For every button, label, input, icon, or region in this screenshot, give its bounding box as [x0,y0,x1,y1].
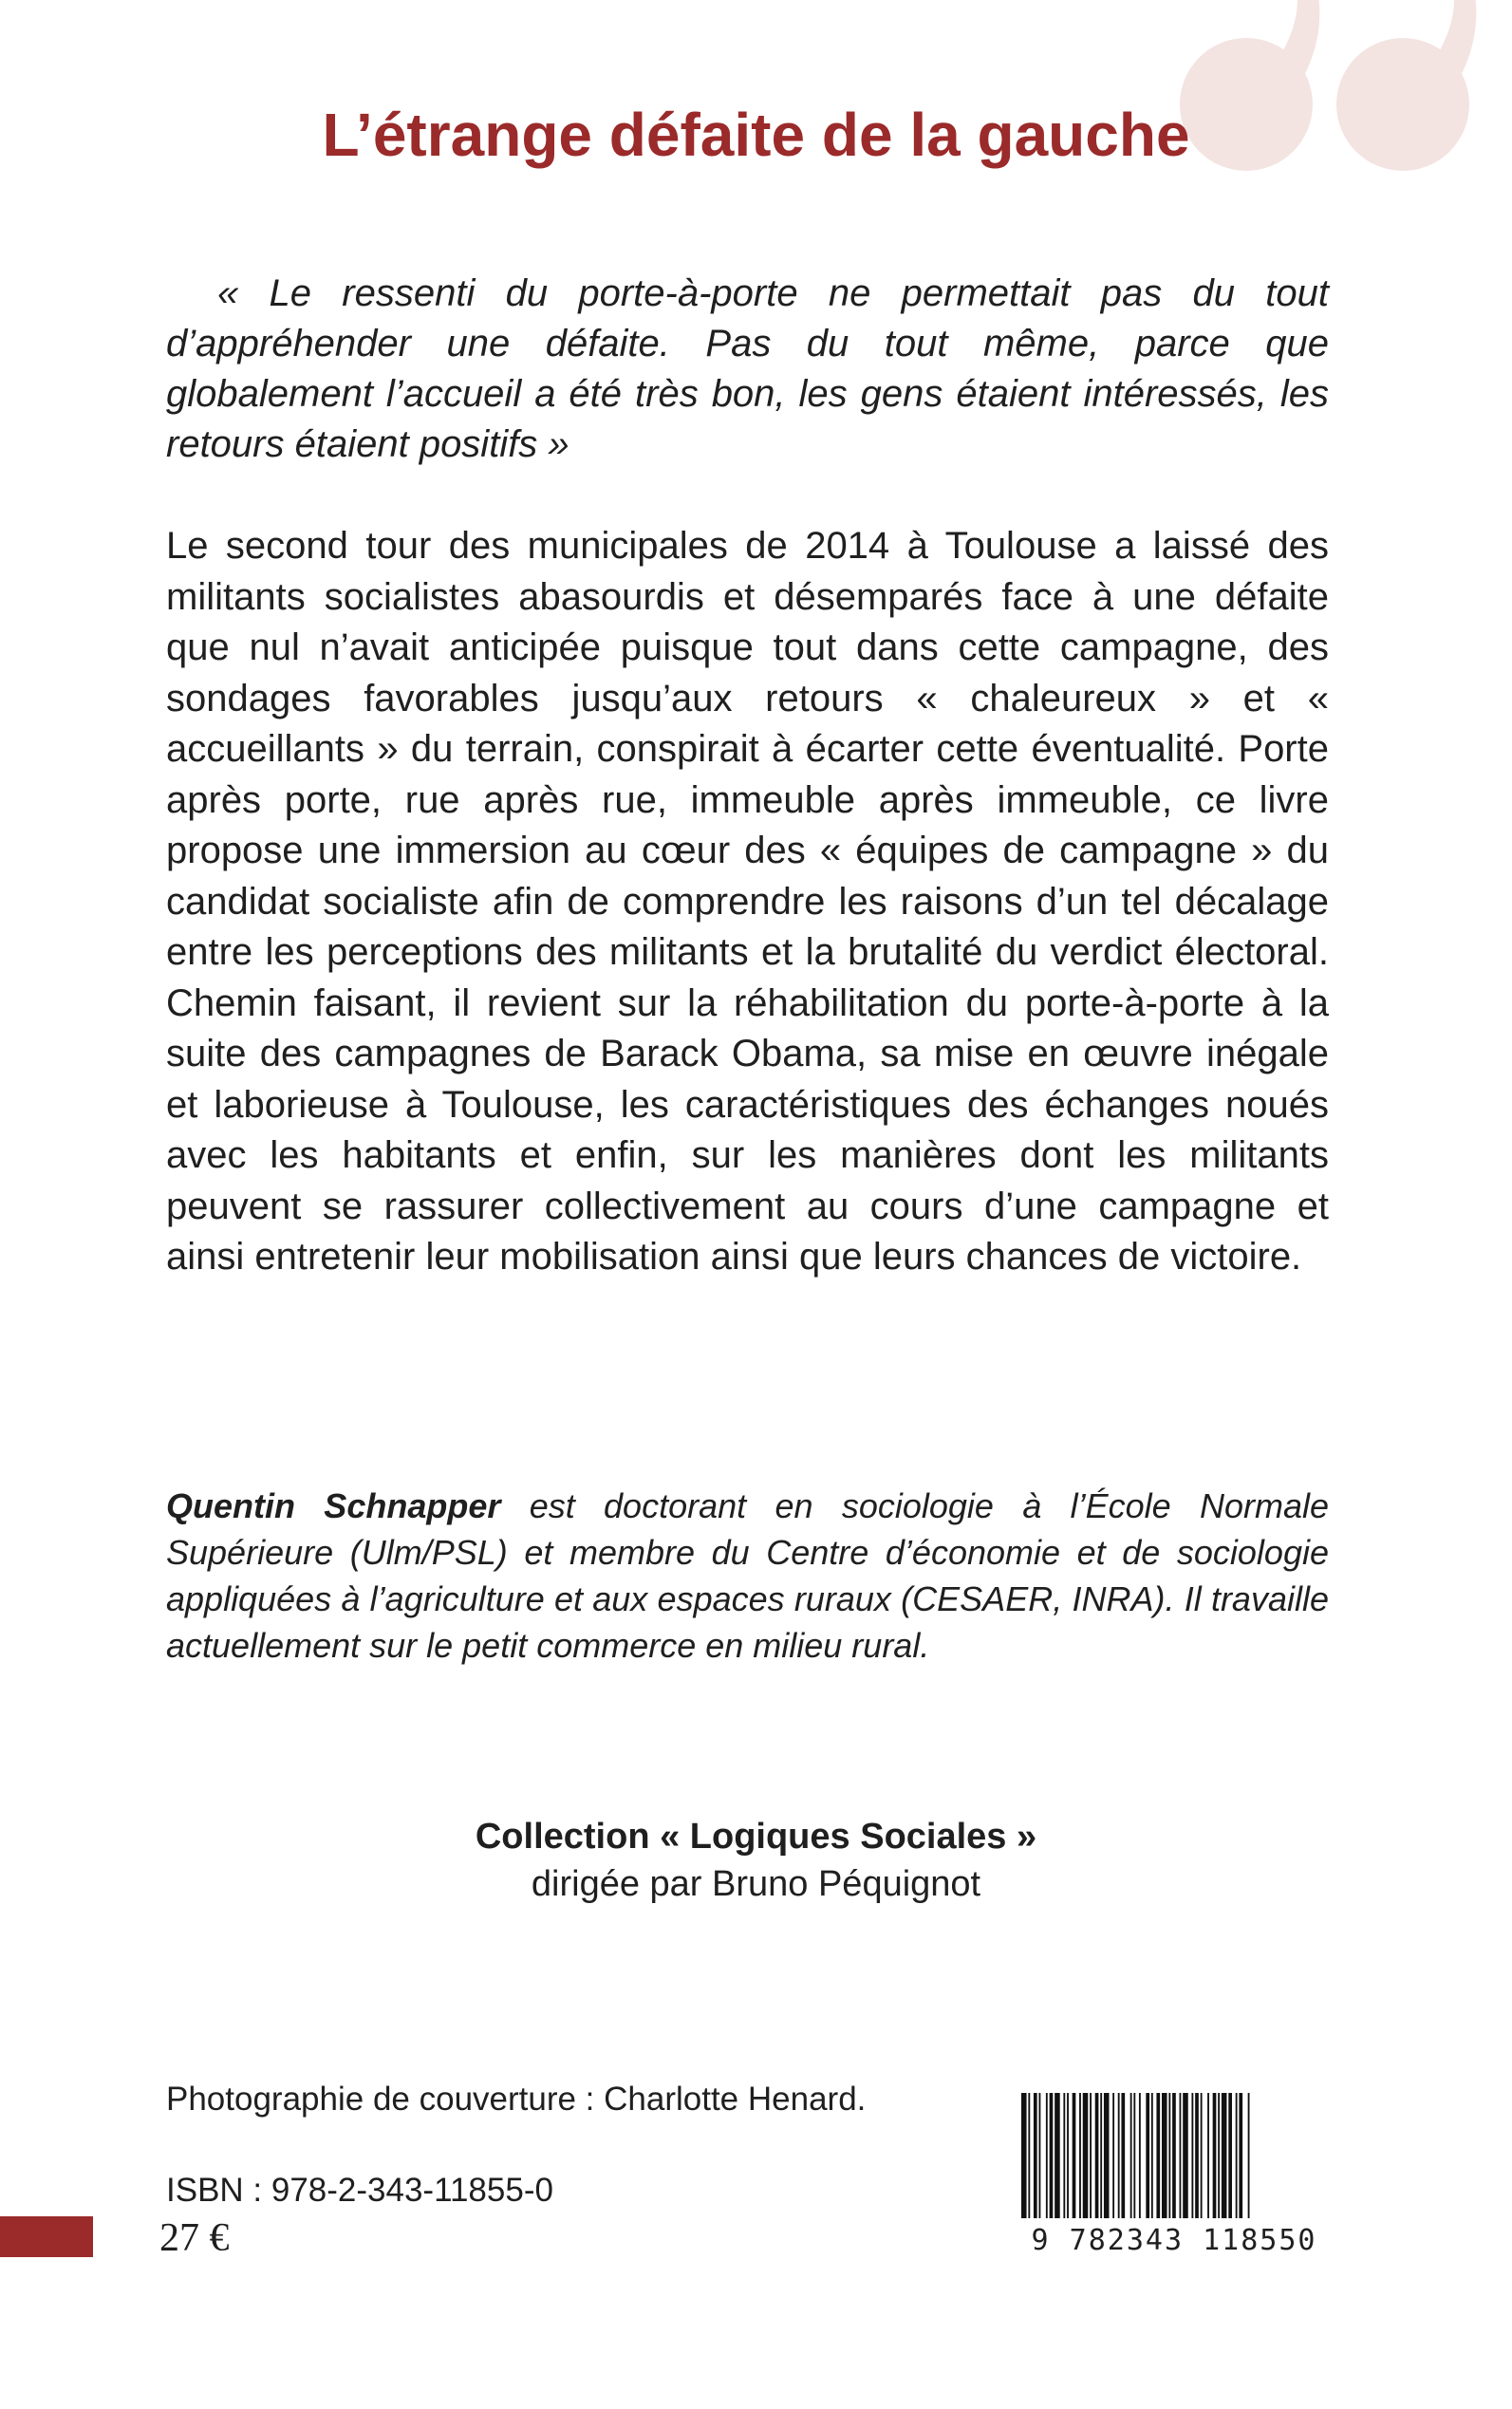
barcode-bar [1228,2093,1232,2218]
barcode-bar [1151,2093,1153,2218]
barcode-bar [1046,2093,1048,2218]
barcode-bar [1021,2093,1027,2218]
barcode-bar [1121,2093,1125,2218]
barcode-bar [1195,2093,1199,2218]
barcode-bar [1133,2093,1135,2218]
barcode-bar [1239,2093,1242,2218]
collection-title: Collection « Logiques Sociales » [475,1817,1037,1857]
author-name: Quentin Schnapper [166,1486,501,1525]
barcode-bar [1236,2093,1238,2218]
barcode-bar [1079,2093,1081,2218]
collection-editor: dirigée par Bruno Péquignot [531,1864,981,1904]
barcode-bar [1130,2093,1132,2218]
barcode-bar [1156,2093,1160,2218]
barcode-bar [1100,2093,1102,2218]
barcode-bar [1207,2093,1209,2218]
barcode-bar [1139,2093,1141,2218]
barcode-bar [1218,2093,1220,2218]
barcode [1017,2093,1331,2264]
barcode-bar [1162,2093,1167,2218]
photo-credit: Photographie de couverture : Charlotte Henard. [166,2081,867,2118]
barcode-digits: 9 782343 118550 [1031,2224,1317,2257]
barcode-bar [1191,2093,1193,2218]
barcode-bar [1073,2093,1076,2218]
barcode-bar [1146,2093,1149,2218]
isbn: ISBN : 978-2-343-11855-0 [166,2172,553,2209]
barcode-bar [1222,2093,1227,2218]
barcode-bar [1248,2093,1250,2218]
barcode-bar [1118,2093,1120,2218]
epigraph-quote: « Le ressenti du porte-à-porte ne permettait pas du tout d’appréhender une défaite. Pas du tout même, parce que globalement l’accueil a été très bon, les gens étaient intéressés, les retours étaient positifs » [166,272,1329,465]
price: 27 € [159,2216,230,2260]
barcode-bar [1201,2093,1203,2218]
barcode-bar [1183,2093,1188,2218]
accent-bar [0,2216,93,2257]
barcode-bar [1063,2093,1065,2218]
barcode-bar [1104,2093,1110,2218]
barcode-bar [1095,2093,1099,2218]
book-summary: Le second tour des municipales de 2014 à Toulouse a laissé des militants socialistes abasourdis et désemparés face à une défaite que nul n’avait anticipée puisque tout dans cette campagne, des sondages favorables jusqu’aux retours « chaleureux » et « accueillants » du terrain, conspirait à écarter cette éventualité. Porte après porte, rue après rue, immeuble après immeuble, ce livre propose une immersion au cœur des « équipes de campagne » du candidat socialiste afin de comprendre les raisons d’un tel décalage entre les perceptions des militants et la brutalité du verdict électoral. Chemin faisant, il revient sur la réhabilitation du porte-à-porte à la suite des campagnes de Barack Obama, sa mise en œuvre inégale et laborieuse à Toulouse, les caractéristiques des échanges noués avec les habitants et enfin, sur les manières dont les militants peuvent se rassurer collectivement au cours d’une campagne et ainsi entretenir leur mobilisation ainsi que leurs chances de victoire. [166,525,1329,1278]
barcode-bar [1067,2093,1069,2218]
author-bio [166,1483,1329,1669]
barcode-bar [1180,2093,1182,2218]
barcode-icon [1017,2093,1331,2218]
barcode-bar [1172,2093,1176,2218]
barcode-bar [1028,2093,1030,2218]
barcode-bar [1168,2093,1170,2218]
barcode-bar [1034,2093,1037,2218]
book-title: L’étrange défaite de la gauche [322,101,1190,169]
barcode-bar [1050,2093,1054,2218]
barcode-bar [1112,2093,1114,2218]
collection-block [0,1813,1512,1908]
barcode-bar [1090,2093,1092,2218]
barcode-bar [1083,2093,1089,2218]
barcode-bar [1055,2093,1060,2218]
author-bio-text: est doctorant en sociologie à l’École Normale Supérieure (Ulm/PSL) et membre du Centre d’économie et de sociologie appliquées à l’agriculture et aux espaces ruraux (CESAER, INRA). Il travaille actuellement sur le petit commerce en milieu rural. [166,1486,1329,1665]
barcode-bar [1213,2093,1217,2218]
barcode-bar [1039,2093,1041,2218]
